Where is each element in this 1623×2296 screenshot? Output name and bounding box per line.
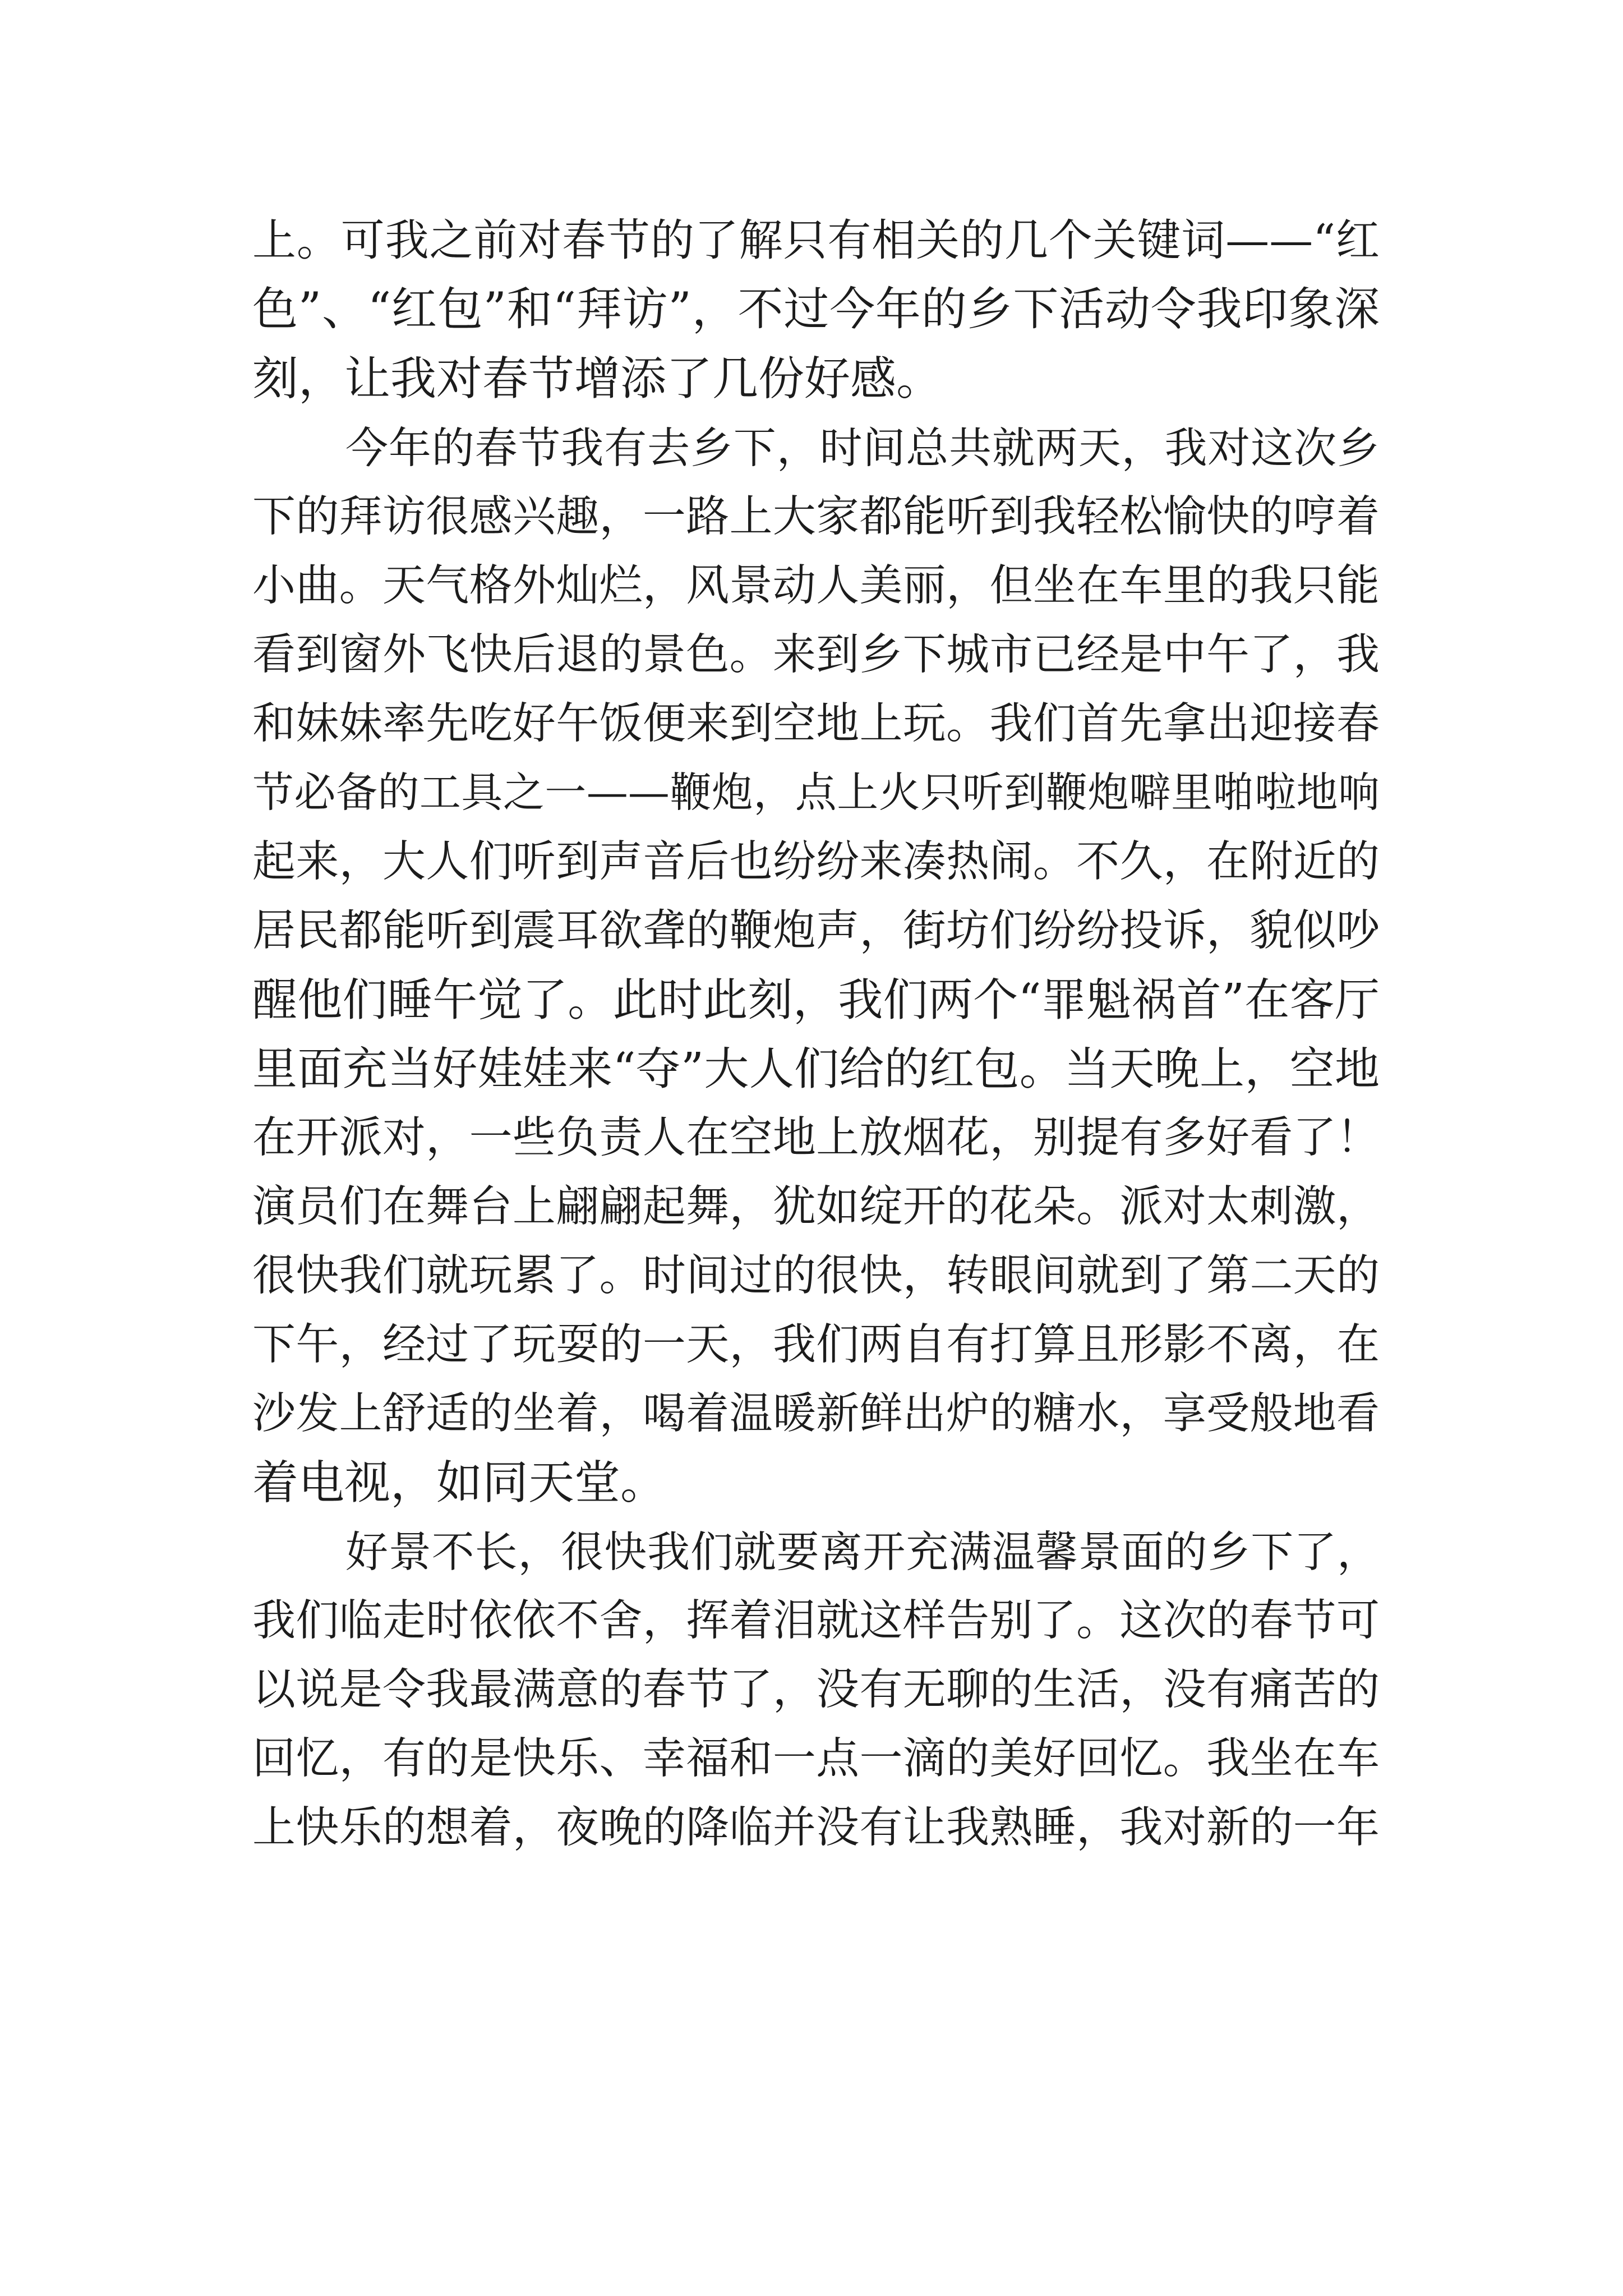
text-line-14: 在开派对，一些负责人在空地上放烟花，别提有多好看了！ bbox=[252, 1113, 1380, 1163]
text-line-23: 回忆，有的是快乐、幸福和一点一滴的美好回忆。我坐在车 bbox=[252, 1734, 1380, 1784]
text-line-9: 节必备的工具之一——鞭炮，点上火只听到鞭炮噼里啪啦地响 bbox=[252, 769, 1380, 817]
essay-body bbox=[252, 206, 1380, 1862]
text-line-8: 和妹妹率先吃好午饭便来到空地上玩。我们首先拿出迎接春 bbox=[252, 699, 1380, 749]
text-line-2: 色”、“红包”和“拜访”，不过今年的乡下活动令我印象深 bbox=[252, 283, 1380, 336]
text-line-20: 好景不长，很快我们就要离开充满温馨景面的乡下了， bbox=[345, 1527, 1380, 1577]
text-line-10: 起来，大人们听到声音后也纷纷来凑热闹。不久，在附近的 bbox=[252, 837, 1380, 887]
text-line-4: 今年的春节我有去乡下，时间总共就两天，我对这次乡 bbox=[345, 423, 1380, 473]
text-line-3: 刻，让我对春节增添了几份好感。 bbox=[252, 352, 943, 406]
text-line-21: 我们临走时依依不舍，挥着泪就这样告别了。这次的春节可 bbox=[252, 1596, 1380, 1646]
text-line-15: 演员们在舞台上翩翩起舞，犹如绽开的花朵。派对太刺激， bbox=[252, 1182, 1380, 1232]
text-line-19: 着电视，如同天堂。 bbox=[252, 1456, 667, 1510]
text-line-12: 醒他们睡午觉了。此时此刻，我们两个“罪魁祸首”在客厅 bbox=[252, 974, 1380, 1026]
text-line-11: 居民都能听到震耳欲聋的鞭炮声，街坊们纷纷投诉，貌似吵 bbox=[252, 906, 1380, 956]
text-line-22: 以说是令我最满意的春节了，没有无聊的生活，没有痛苦的 bbox=[252, 1665, 1380, 1715]
text-line-18: 沙发上舒适的坐着，喝着温暖新鲜出炉的糖水，享受般地看 bbox=[252, 1389, 1380, 1439]
text-line-17: 下午，经过了玩耍的一天，我们两自有打算且形影不离，在 bbox=[252, 1320, 1380, 1370]
text-line-13: 里面充当好娃娃来“夺”大人们给的红包。当天晚上，空地 bbox=[252, 1043, 1380, 1095]
text-line-5: 下的拜访很感兴趣，一路上大家都能听到我轻松愉快的哼着 bbox=[252, 492, 1380, 542]
text-line-24: 上快乐的想着，夜晚的降临并没有让我熟睡，我对新的一年 bbox=[252, 1803, 1380, 1853]
text-line-7: 看到窗外飞快后退的景色。来到乡下城市已经是中午了，我 bbox=[252, 630, 1380, 680]
text-line-6: 小曲。天气格外灿烂，风景动人美丽，但坐在车里的我只能 bbox=[252, 561, 1380, 611]
text-line-16: 很快我们就玩累了。时间过的很快，转眼间就到了第二天的 bbox=[252, 1251, 1380, 1301]
text-line-1: 上。可我之前对春节的了解只有相关的几个关键词——“红 bbox=[252, 215, 1380, 266]
